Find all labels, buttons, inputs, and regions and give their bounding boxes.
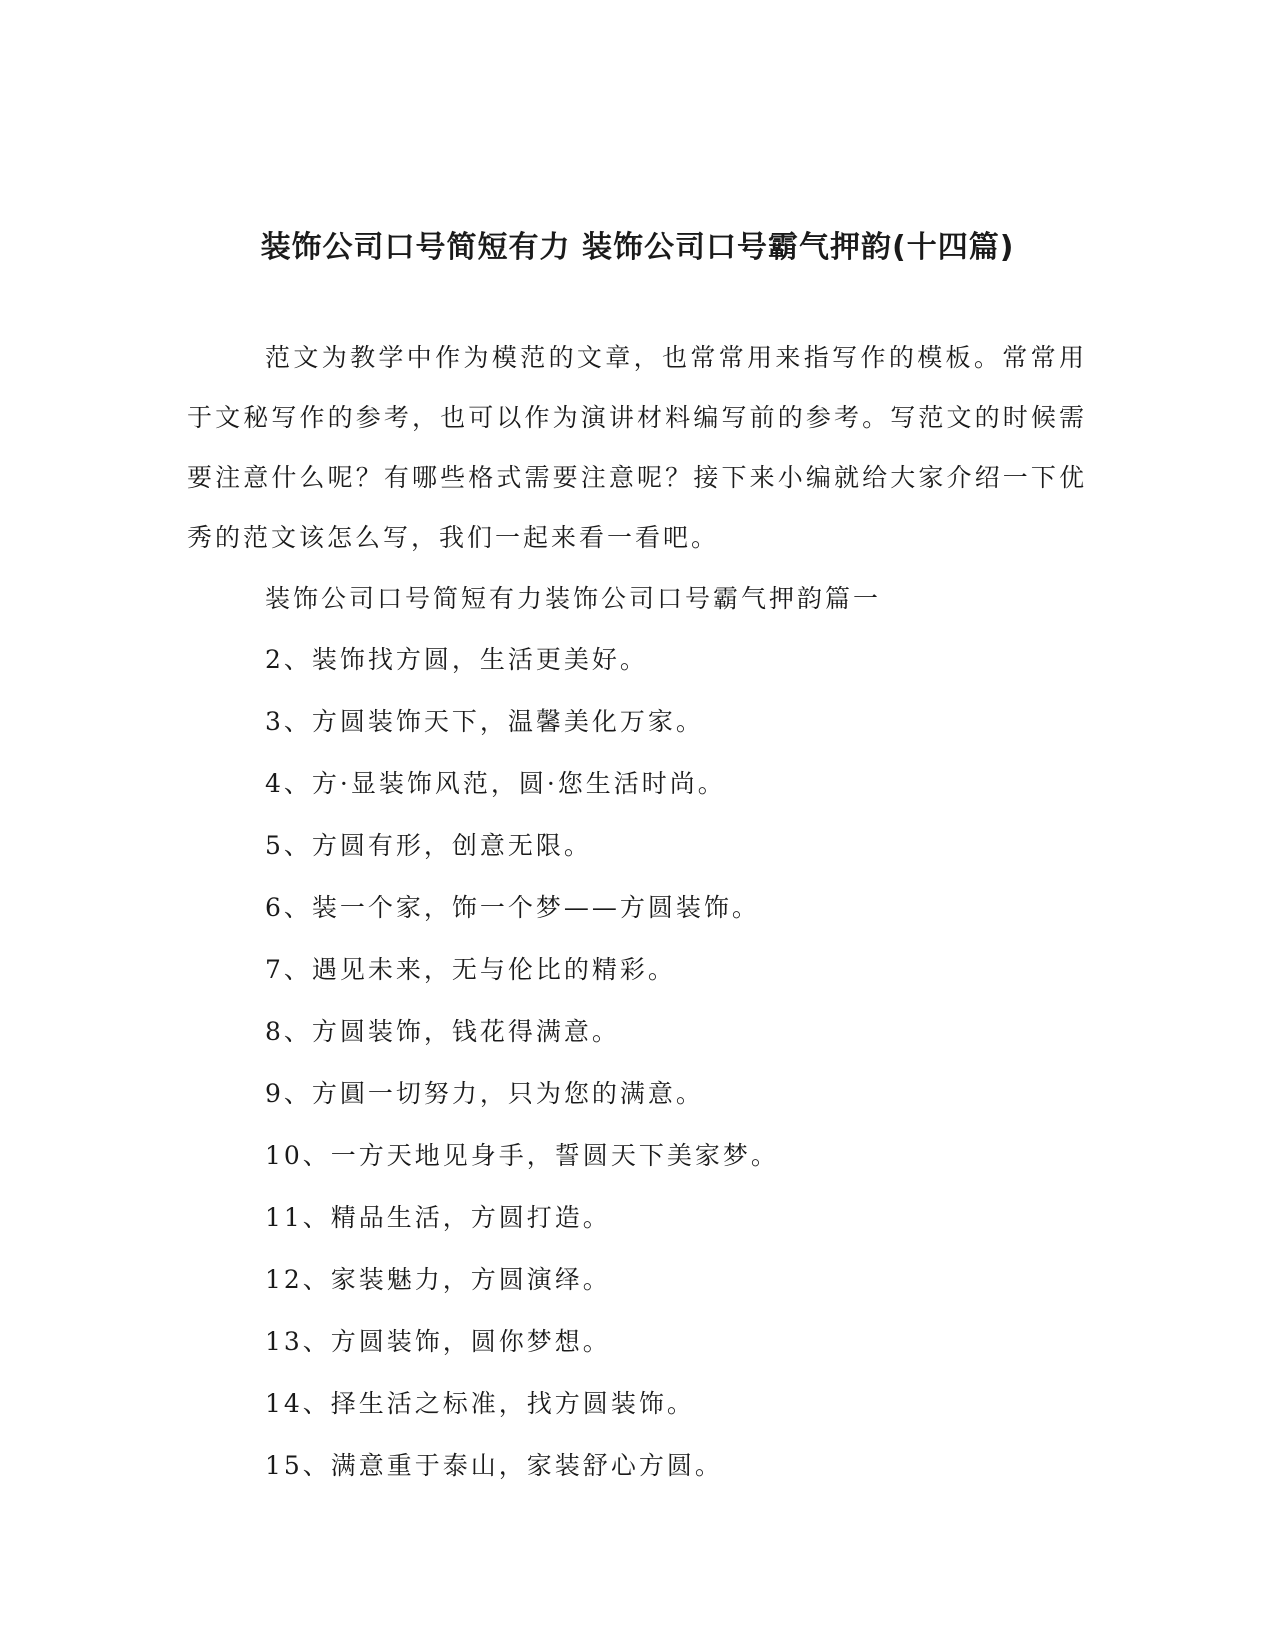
slogan-item: 6、装一个家，饰一个梦——方圆装饰。 [265, 893, 760, 922]
slogan-item: 5、方圆有形，创意无限。 [265, 831, 592, 860]
slogan-item: 15、满意重于泰山，家装舒心方圆。 [265, 1451, 723, 1480]
document-body [187, 328, 1087, 1497]
slogan-item: 10、一方天地见身手，誓圆天下美家梦。 [265, 1141, 779, 1170]
slogan-item: 7、遇见未来，无与伦比的精彩。 [265, 955, 676, 984]
slogan-item: 12、家装魅力，方圆演绎。 [265, 1265, 611, 1294]
slogan-item: 4、方·显装饰风范，圆·您生活时尚。 [265, 769, 726, 798]
slogan-item: 13、方圆装饰，圆你梦想。 [265, 1327, 611, 1356]
slogan-list [187, 629, 1087, 1497]
slogan-item: 8、方圆装饰，钱花得满意。 [265, 1017, 620, 1046]
slogan-item: 9、方圓一切努力，只为您的满意。 [265, 1079, 704, 1108]
document-title: 装饰公司口号简短有力 装饰公司口号霸气押韵(十四篇) [260, 230, 1015, 266]
intro-paragraph: 范文为教学中作为模范的文章，也常常用来指写作的模板。常常用于文秘写作的参考，也可以作为演讲材料编写前的参考。写范文的时候需要注意什么呢？有哪些格式需要注意呢？接下来小编就给大家介绍一下优秀的范文该怎么写，我们一起来看一看吧。 [187, 343, 1087, 552]
slogan-item: 14、择生活之标准，找方圆装饰。 [265, 1389, 695, 1418]
slogan-item: 11、精品生活，方圆打造。 [265, 1203, 611, 1232]
slogan-item: 3、方圆装饰天下，温馨美化万家。 [265, 707, 704, 736]
slogan-item: 2、装饰找方圆，生活更美好。 [265, 645, 648, 674]
section-heading: 装饰公司口号简短有力装饰公司口号霸气押韵篇一 [265, 584, 882, 613]
